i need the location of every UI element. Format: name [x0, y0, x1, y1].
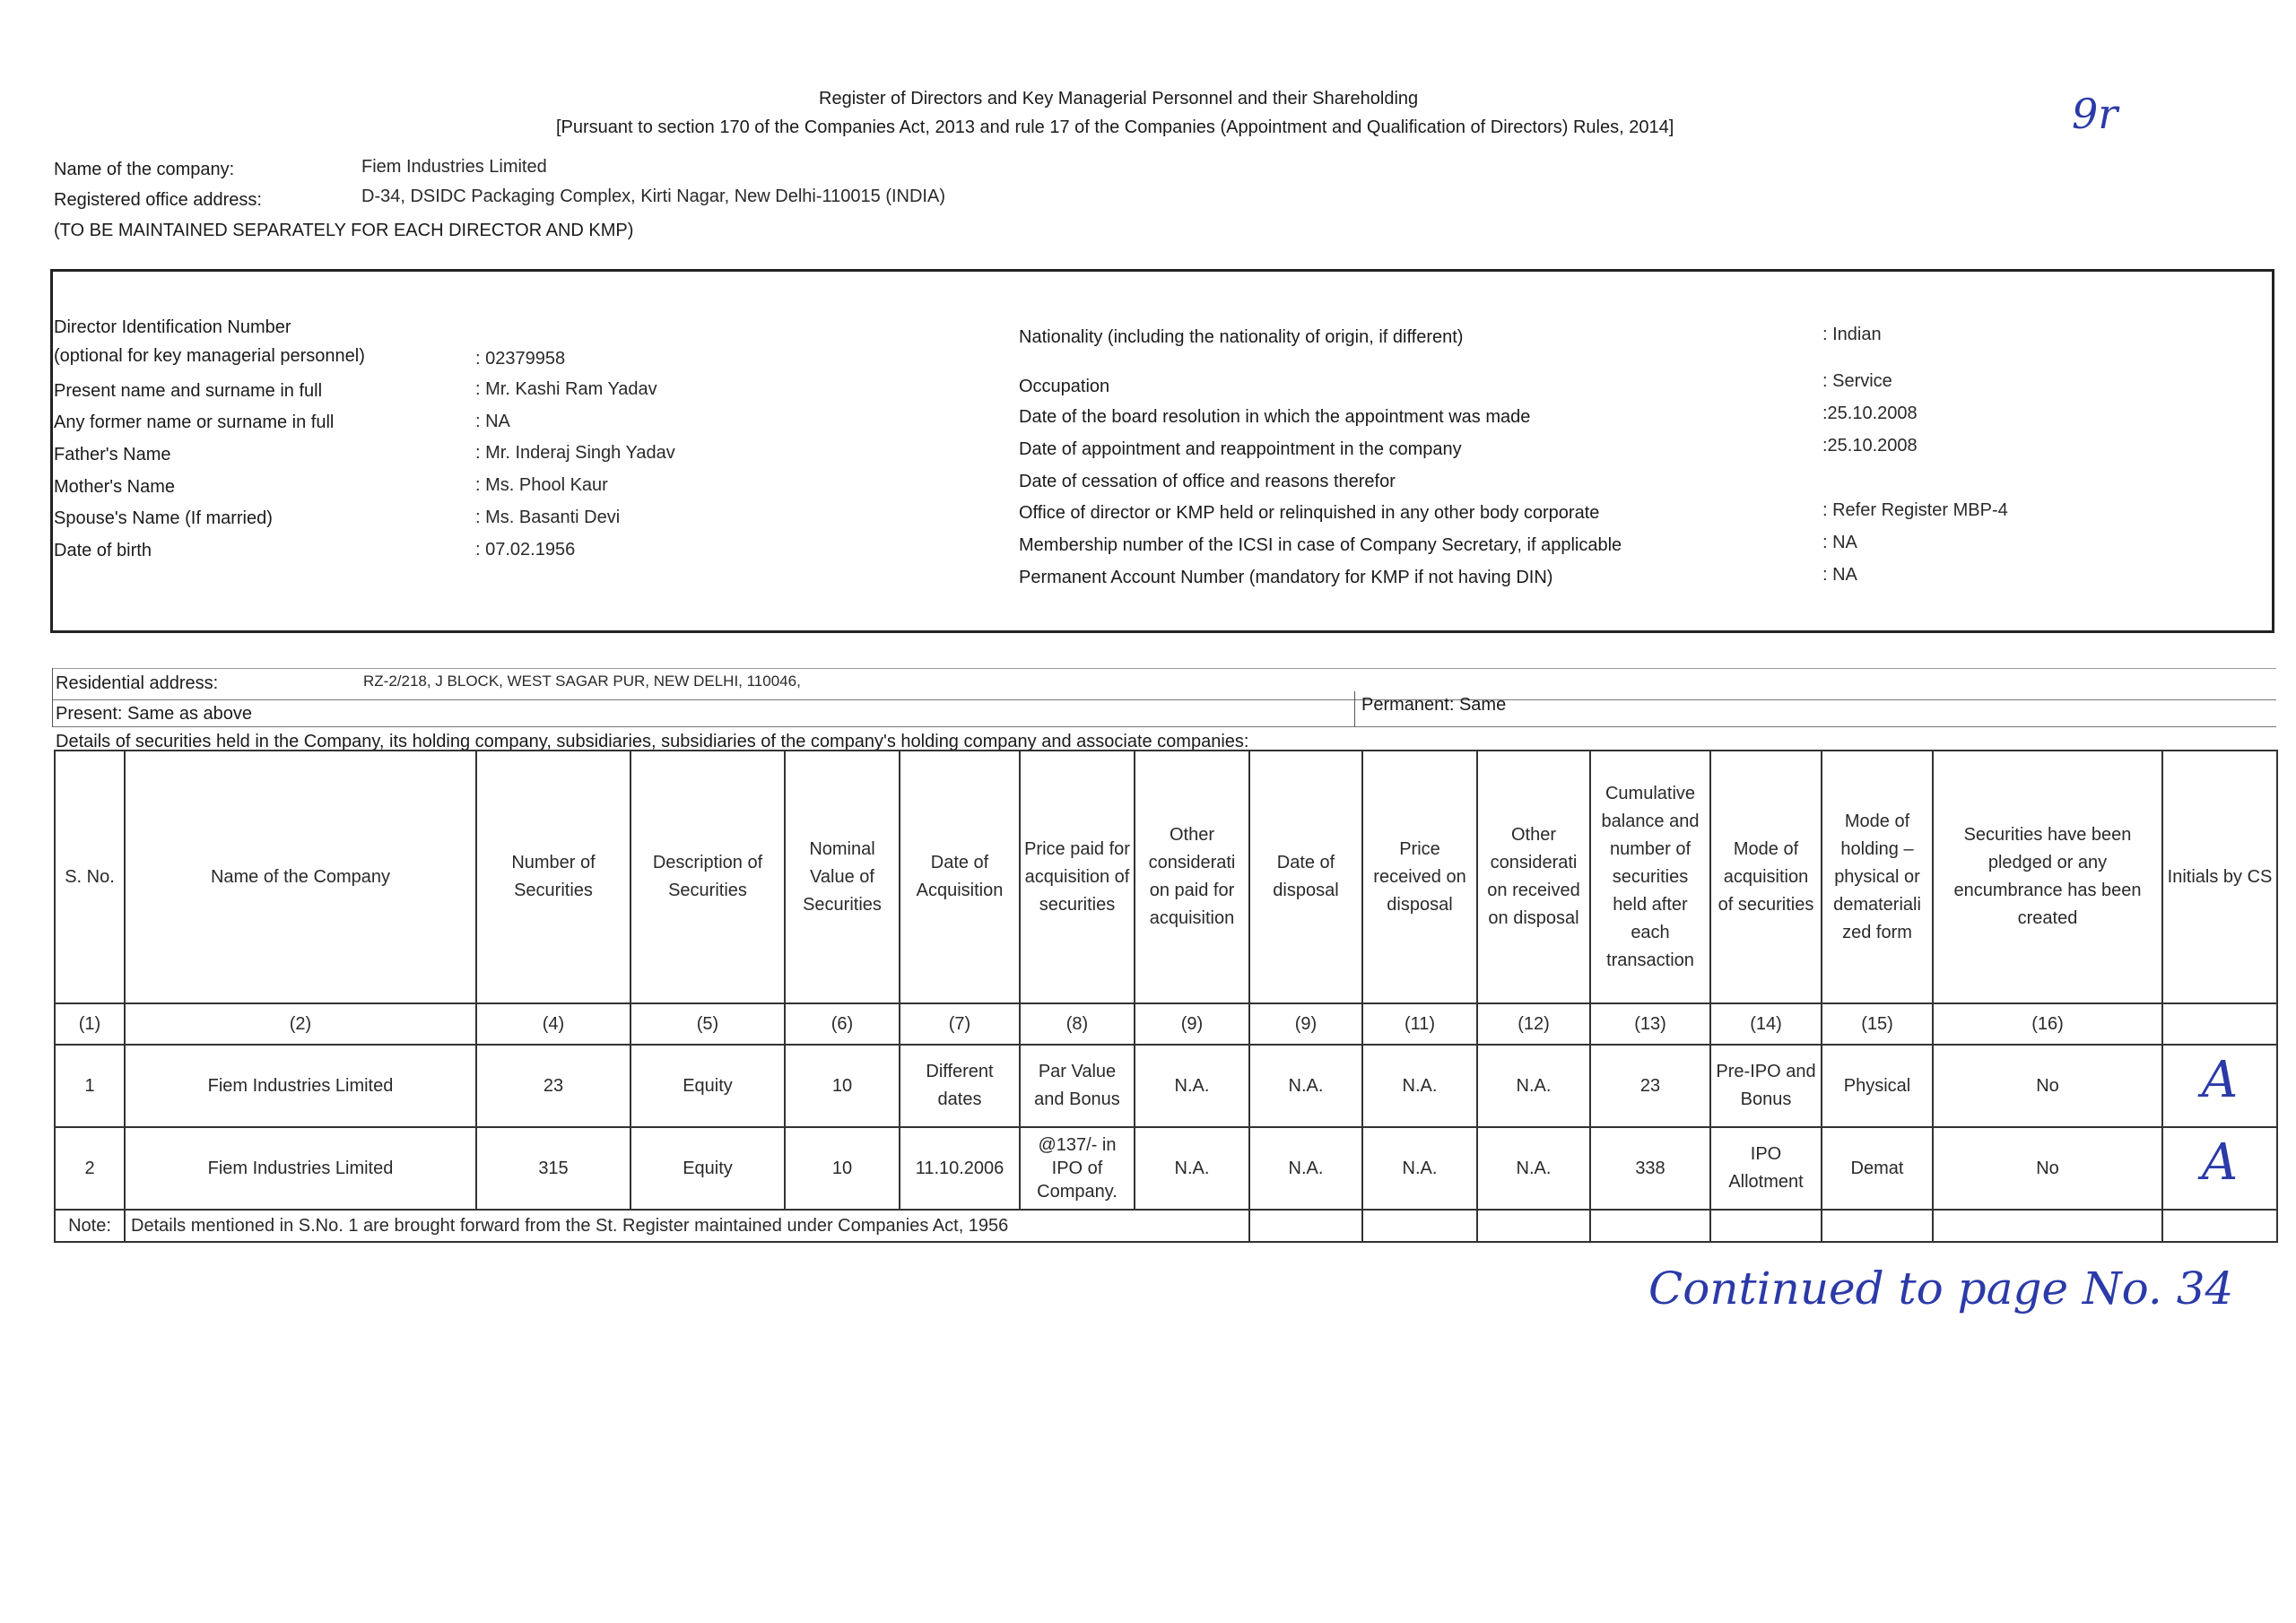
cell-price-paid: @137/- in IPO of Company.: [1020, 1127, 1135, 1210]
note-empty-cell: [1362, 1210, 1477, 1242]
col-number: (14): [1710, 1003, 1822, 1045]
table-header-row: [55, 751, 2277, 1003]
col-number: (9): [1135, 1003, 1249, 1045]
col-number: (16): [1933, 1003, 2162, 1045]
cell-holding-mode: Physical: [1822, 1045, 1933, 1127]
address-left-rule: [52, 668, 53, 727]
col-number: [2162, 1003, 2277, 1045]
cell-acq-date: 11.10.2006: [900, 1127, 1020, 1210]
col-number: (1): [55, 1003, 125, 1045]
former-name-label: Any former name or surname in full: [54, 412, 335, 432]
address-top-rule: [52, 668, 2276, 669]
appointment-date-label: Date of appointment and reappointment in the company: [1019, 439, 1462, 459]
icsi-value: : NA: [1822, 533, 1857, 552]
address-bottom-rule: [52, 726, 2276, 727]
cessation-label: Date of cessation of office and reasons therefor: [1019, 472, 1396, 491]
present-name-value: : Mr. Kashi Ram Yadav: [475, 379, 657, 399]
dob-label: Date of birth: [54, 541, 152, 560]
nationality-label: Nationality (including the nationality of origin, if different): [1019, 327, 1464, 347]
col-header-nominal: Nominal Value of Securities: [785, 751, 900, 1003]
col-header-other-received: Other considerati on received on disposal: [1477, 751, 1590, 1003]
occupation-value: : Service: [1822, 371, 1892, 391]
note-empty-cell: [1477, 1210, 1590, 1242]
residential-address-label: Residential address:: [56, 673, 219, 693]
cell-holding-mode: Demat: [1822, 1127, 1933, 1210]
table-row: [55, 1045, 2277, 1127]
col-number: (12): [1477, 1003, 1590, 1045]
col-header-description: Description of Securities: [631, 751, 785, 1003]
securities-table: [54, 750, 2278, 1243]
appointment-date-value: :25.10.2008: [1822, 436, 1918, 456]
cell-number: 315: [476, 1127, 631, 1210]
din-label: Director Identification Number: [54, 317, 291, 337]
cell-pledged: No: [1933, 1045, 2162, 1127]
note-empty-cell: [1822, 1210, 1933, 1242]
spouse-name-label: Spouse's Name (If married): [54, 508, 273, 528]
cell-disposal-date: N.A.: [1249, 1127, 1362, 1210]
office-held-value: : Refer Register MBP-4: [1822, 500, 2008, 520]
col-header-other-paid: Other considerati on paid for acquisition: [1135, 751, 1249, 1003]
board-resolution-value: :25.10.2008: [1822, 404, 1918, 423]
cell-acq-mode: IPO Allotment: [1710, 1127, 1822, 1210]
col-header-sno: S. No.: [55, 751, 125, 1003]
col-header-company: Name of the Company: [125, 751, 476, 1003]
company-name-label: Name of the company:: [54, 160, 235, 179]
pan-value: : NA: [1822, 565, 1857, 585]
col-header-pledged: Securities have been pledged or any encumbrance has been created: [1933, 751, 2162, 1003]
cell-other-received: N.A.: [1477, 1127, 1590, 1210]
cell-initials: [2162, 1045, 2277, 1127]
initials-signature: A: [2201, 1133, 2239, 1192]
col-number: (7): [900, 1003, 1020, 1045]
office-held-label: Office of director or KMP held or relinquished in any other body corporate: [1019, 503, 1600, 523]
initials-signature: A: [2201, 1051, 2239, 1109]
col-number: (4): [476, 1003, 631, 1045]
col-header-initials: Initials by CS: [2162, 751, 2277, 1003]
pan-label: Permanent Account Number (mandatory for KMP if not having DIN): [1019, 568, 1553, 587]
spouse-name-value: : Ms. Basanti Devi: [475, 508, 621, 527]
page-mark: 9r: [2072, 90, 2118, 138]
cell-cumulative: 338: [1590, 1127, 1710, 1210]
continued-note: Continued to page No. 34: [1648, 1263, 2234, 1315]
note-empty-cell: [1710, 1210, 1822, 1242]
cell-other-paid: N.A.: [1135, 1127, 1249, 1210]
din-label-note: (optional for key managerial personnel): [54, 346, 365, 366]
col-number: (2): [125, 1003, 476, 1045]
col-number: (15): [1822, 1003, 1933, 1045]
nationality-value: : Indian: [1822, 325, 1882, 344]
cell-description: Equity: [631, 1045, 785, 1127]
register-subtitle: [Pursuant to section 170 of the Companies Act, 2013 and rule 17 of the Companies (Appointment and Qualification of Directors) Rules, 2014]: [556, 117, 1674, 137]
icsi-label: Membership number of the ICSI in case of Company Secretary, if applicable: [1019, 535, 1622, 555]
mother-name-value: : Ms. Phool Kaur: [475, 475, 608, 495]
cell-disposal-date: N.A.: [1249, 1045, 1362, 1127]
col-number: (9): [1249, 1003, 1362, 1045]
cell-sno: 2: [55, 1127, 125, 1210]
col-header-cumulative: Cumulative balance and number of securities held after each transaction: [1590, 751, 1710, 1003]
cell-pledged: No: [1933, 1127, 2162, 1210]
company-name-value: Fiem Industries Limited: [361, 157, 547, 177]
col-header-disposal-date: Date of disposal: [1249, 751, 1362, 1003]
board-resolution-label: Date of the board resolution in which the appointment was made: [1019, 407, 1531, 427]
office-address-value: D-34, DSIDC Packaging Complex, Kirti Nagar, New Delhi-110015 (INDIA): [361, 187, 945, 206]
cell-other-paid: N.A.: [1135, 1045, 1249, 1127]
cell-price-received: N.A.: [1362, 1045, 1477, 1127]
father-name-value: : Mr. Inderaj Singh Yadav: [475, 443, 675, 463]
col-number: (13): [1590, 1003, 1710, 1045]
office-address-label: Registered office address:: [54, 190, 262, 210]
occupation-label: Occupation: [1019, 377, 1110, 396]
col-number: (5): [631, 1003, 785, 1045]
cell-acq-mode: Pre-IPO and Bonus: [1710, 1045, 1822, 1127]
note-text: Details mentioned in S.No. 1 are brought forward from the St. Register maintained under Companies Act, 1956: [125, 1210, 1249, 1242]
col-header-number: Number of Securities: [476, 751, 631, 1003]
mother-name-label: Mother's Name: [54, 477, 175, 497]
securities-caption: Details of securities held in the Company, its holding company, subsidiaries, subsidiaries of the company's holding company and associate companies:: [56, 732, 1249, 751]
col-header-price-paid: Price paid for acquisition of securities: [1020, 751, 1135, 1003]
cell-price-received: N.A.: [1362, 1127, 1477, 1210]
cell-number: 23: [476, 1045, 631, 1127]
note-label: Note:: [55, 1210, 125, 1242]
former-name-value: : NA: [475, 412, 510, 431]
note-empty-cell: [1590, 1210, 1710, 1242]
cell-other-received: N.A.: [1477, 1045, 1590, 1127]
permanent-address: Permanent: Same: [1361, 695, 1507, 715]
note-empty-cell: [1933, 1210, 2162, 1242]
column-number-row: [55, 1003, 2277, 1045]
cell-acq-date: Different dates: [900, 1045, 1020, 1127]
cell-price-paid: Par Value and Bonus: [1020, 1045, 1135, 1127]
present-name-label: Present name and surname in full: [54, 381, 323, 401]
father-name-label: Father's Name: [54, 445, 171, 464]
note-empty-cell: [2162, 1210, 2277, 1242]
col-header-acq-mode: Mode of acquisition of securities: [1710, 751, 1822, 1003]
cell-description: Equity: [631, 1127, 785, 1210]
cell-nominal: 10: [785, 1045, 900, 1127]
maintenance-instruction: (TO BE MAINTAINED SEPARATELY FOR EACH DIRECTOR AND KMP): [54, 221, 634, 240]
address-separator: [1354, 691, 1355, 727]
din-value: : 02379958: [475, 349, 566, 369]
col-header-holding-mode: Mode of holding – physical or demateriali zed form: [1822, 751, 1933, 1003]
col-header-price-received: Price received on disposal: [1362, 751, 1477, 1003]
present-address: Present: Same as above: [56, 704, 253, 724]
note-row: [55, 1210, 2277, 1242]
cell-company: Fiem Industries Limited: [125, 1045, 476, 1127]
register-title: Register of Directors and Key Managerial Personnel and their Shareholding: [819, 89, 1419, 108]
table-row: [55, 1127, 2277, 1210]
col-number: (6): [785, 1003, 900, 1045]
cell-initials: [2162, 1127, 2277, 1210]
dob-value: : 07.02.1956: [475, 540, 576, 560]
cell-cumulative: 23: [1590, 1045, 1710, 1127]
cell-company: Fiem Industries Limited: [125, 1127, 476, 1210]
address-row-rule: [52, 699, 2276, 700]
cell-sno: 1: [55, 1045, 125, 1127]
cell-nominal: 10: [785, 1127, 900, 1210]
note-empty-cell: [1249, 1210, 1362, 1242]
col-number: (11): [1362, 1003, 1477, 1045]
col-header-acq-date: Date of Acquisition: [900, 751, 1020, 1003]
residential-address-value: RZ-2/218, J BLOCK, WEST SAGAR PUR, NEW DELHI, 110046,: [363, 673, 801, 690]
col-number: (8): [1020, 1003, 1135, 1045]
